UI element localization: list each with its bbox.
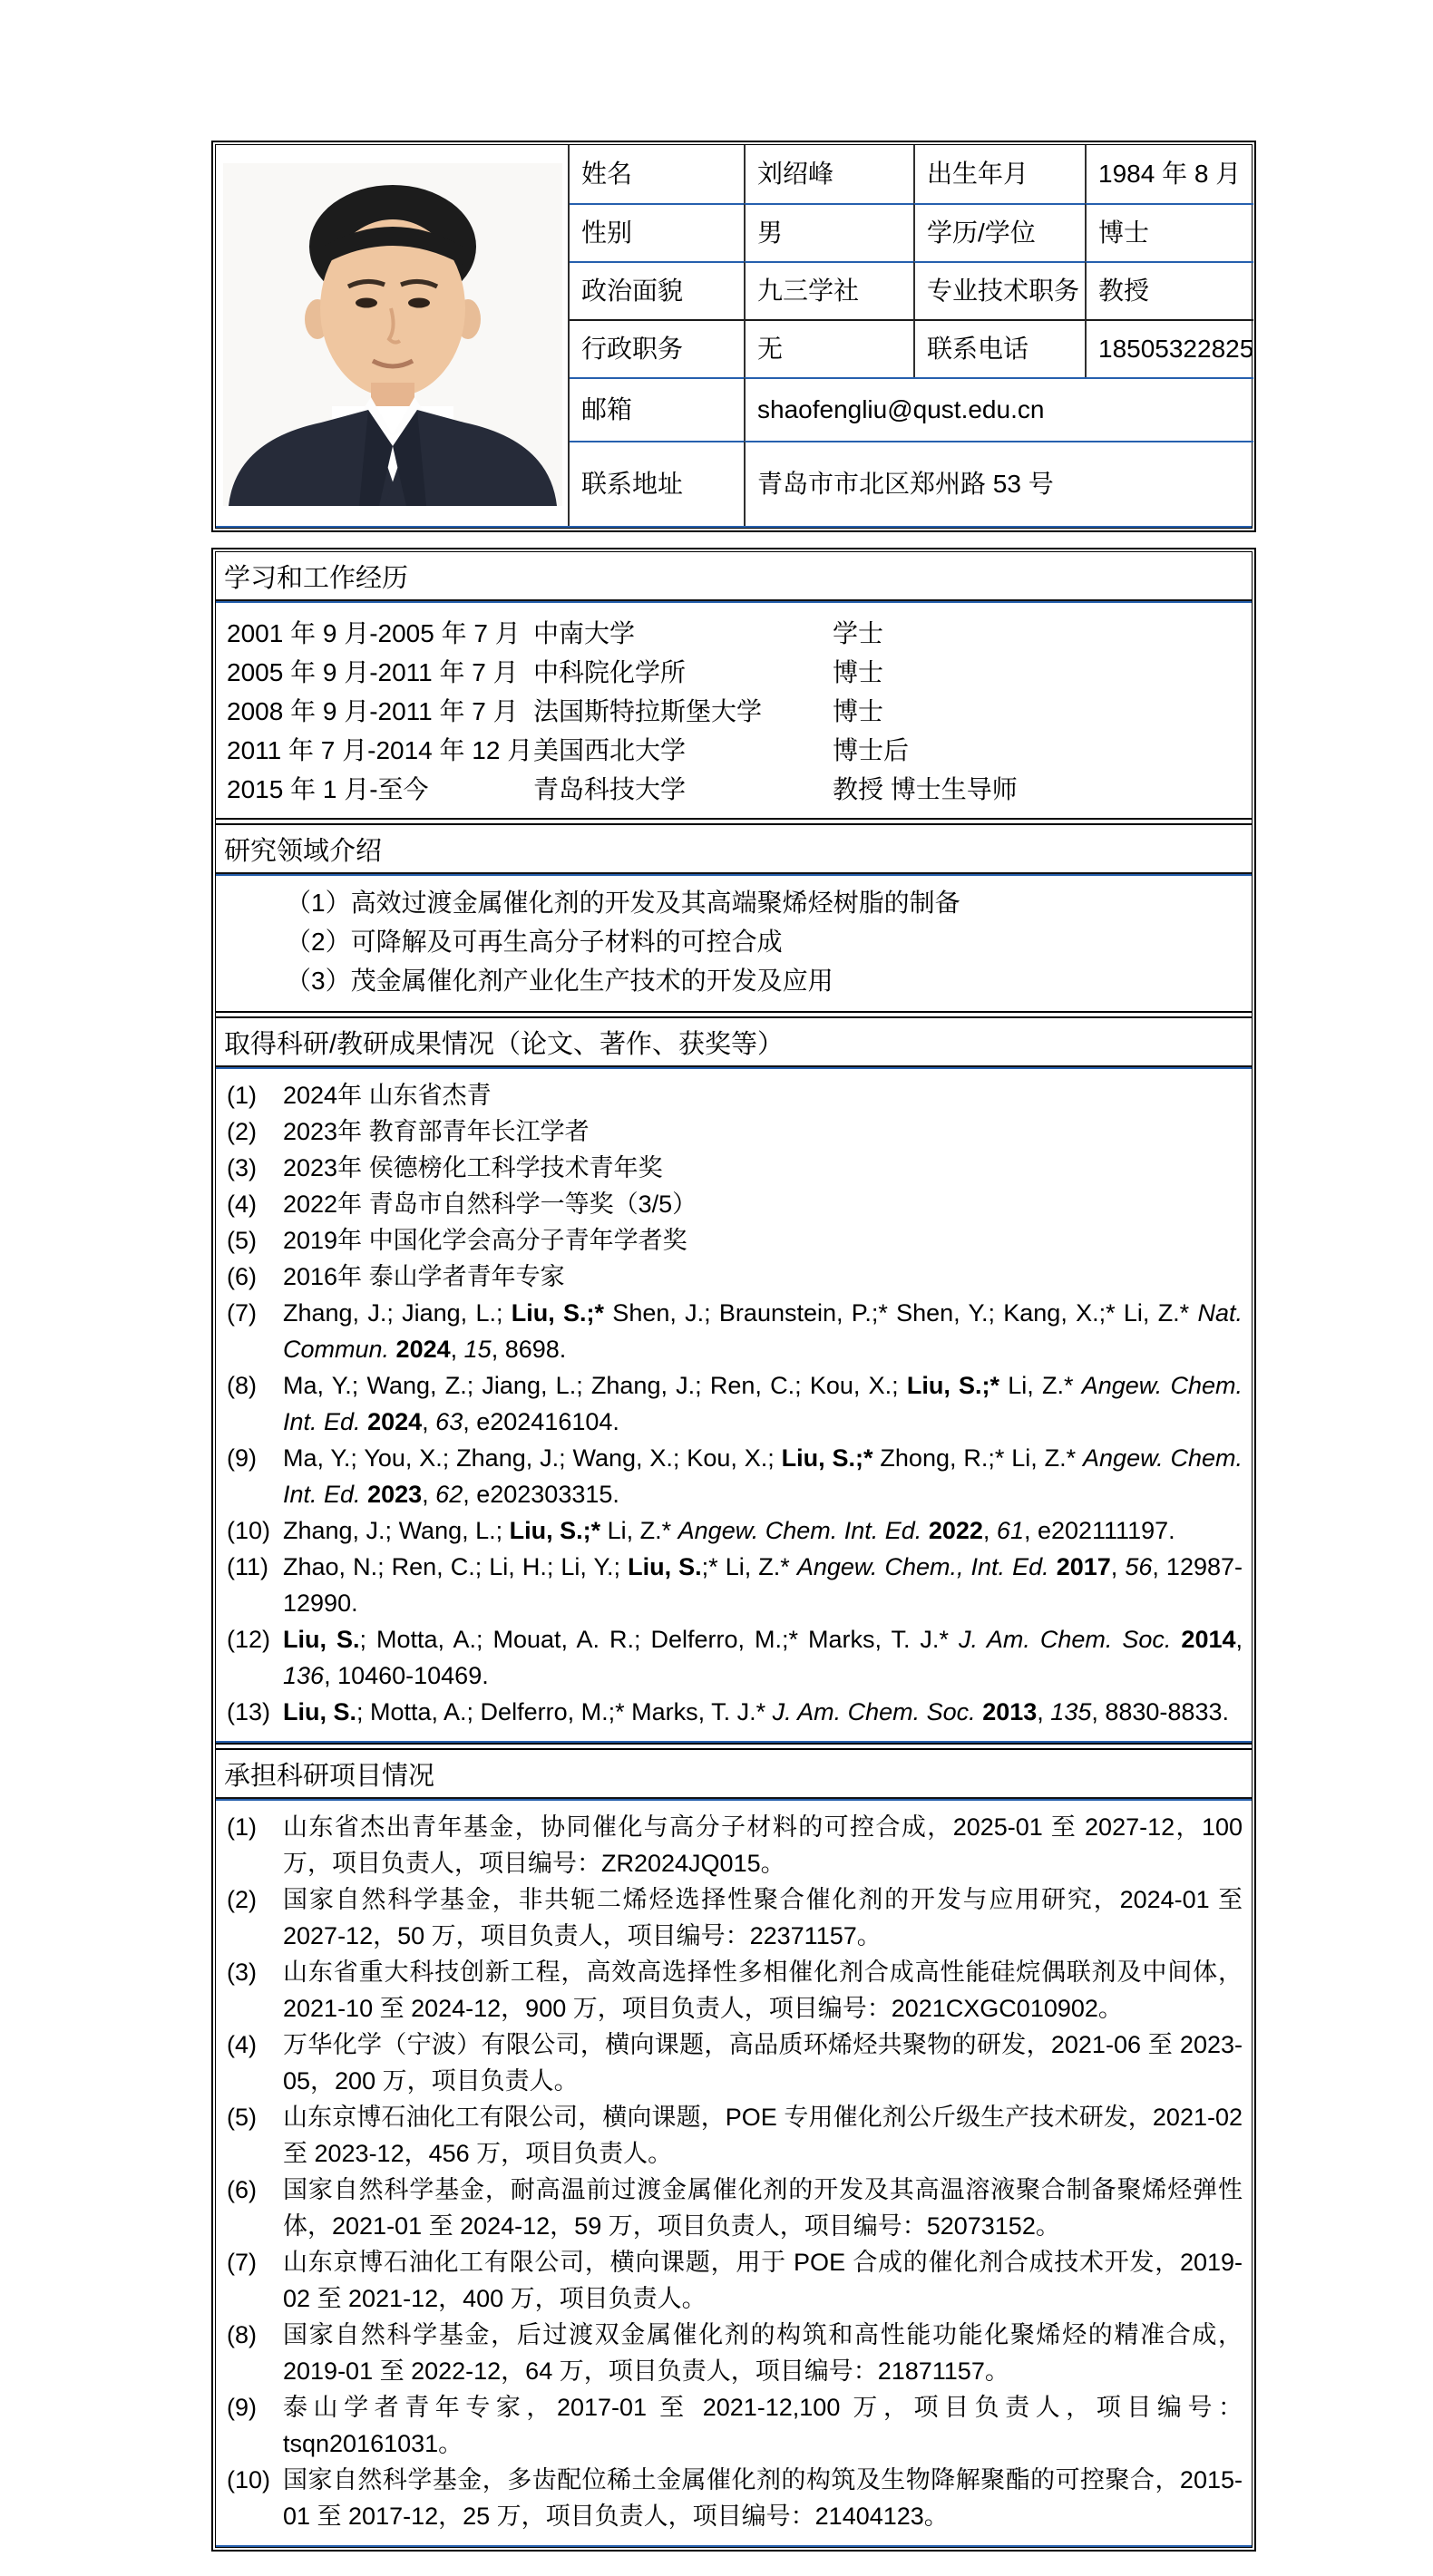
research-item: （2）可降解及可再生高分子材料的可控合成 [286, 928, 783, 956]
photo-cell [216, 145, 568, 526]
item-number: (7) [227, 2249, 257, 2276]
item-text: 2024年 山东省杰青 [283, 1082, 492, 1109]
item-number: (4) [227, 2031, 257, 2058]
sections-box [211, 548, 1256, 2552]
item-number: (3) [227, 1154, 257, 1181]
experience-period: 2015 年 1 月-至今 [227, 774, 429, 803]
achievement-item [227, 1440, 1243, 1512]
cv-document [211, 141, 1256, 2552]
section-divider [216, 818, 1252, 825]
achievement-item [227, 1222, 1243, 1259]
item-number: (9) [227, 2394, 257, 2421]
item-number: (10) [227, 2466, 271, 2493]
section-divider [216, 1011, 1252, 1018]
project-item [227, 2462, 1243, 2534]
item-text: 山东省杰出青年基金，协同催化与高分子材料的可控合成，2025-01 至 2027-12，100 万，项目负责人，项目编号：ZR2024JQ015。 [283, 1813, 1243, 1877]
item-text: Liu, S.; Motta, A.; Mouat, A. R.; Delferro, M.;* Marks, T. J.* J. Am. Chem. Soc. 2014, 136, 10460-10469. [283, 1626, 1243, 1689]
item-number: (9) [227, 1444, 257, 1472]
experience-list [216, 603, 1252, 818]
experience-role: 教授 博士生导师 [833, 774, 1018, 803]
project-item [227, 2172, 1243, 2244]
achievement-item [227, 1186, 1243, 1222]
item-text: 2016年 泰山学者青年专家 [283, 1263, 565, 1290]
experience-org: 中科院化学所 [533, 657, 687, 686]
item-text: Zhang, J.; Wang, L.; Liu, S.;* Li, Z.* Angew. Chem. Int. Ed. 2022, 61, e202111197. [283, 1517, 1175, 1544]
item-number: (5) [227, 1227, 257, 1254]
field-label-title: 专业技术职务 [913, 261, 1085, 319]
achievement-item [227, 1621, 1243, 1694]
section-title-experience: 学习和工作经历 [216, 552, 1252, 601]
item-number: (6) [227, 1263, 257, 1290]
item-text: 国家自然科学基金，耐高温前过渡金属催化剂的开发及其高温溶液聚合制备聚烯烃弹性体，2021-01 至 2024-12，59 万，项目负责人，项目编号：52073152。 [283, 2176, 1243, 2240]
project-item [227, 2317, 1243, 2389]
field-value-degree: 博士 [1085, 203, 1253, 261]
experience-period: 2001 年 9 月-2005 年 7 月 [227, 618, 521, 647]
research-list [216, 876, 1252, 1011]
field-label-gender: 性别 [570, 203, 744, 261]
item-text: 2023年 侯德榜化工科学技术青年奖 [283, 1154, 663, 1181]
experience-row [227, 690, 1252, 729]
project-item [227, 2027, 1243, 2099]
item-number: (8) [227, 1372, 257, 1399]
item-number: (10) [227, 1517, 271, 1544]
field-value-title: 教授 [1085, 261, 1253, 319]
experience-role: 学士 [833, 618, 884, 647]
box2-bottom-accent [216, 2545, 1252, 2547]
experience-row [227, 612, 1252, 651]
experience-period: 2005 年 9 月-2011 年 7 月 [227, 657, 519, 686]
projects-list [216, 1801, 1252, 2545]
experience-role: 博士 [833, 657, 884, 686]
achievements-list [216, 1069, 1252, 1743]
achievement-item [227, 1295, 1243, 1367]
item-text: Zhao, N.; Ren, C.; Li, H.; Li, Y.; Liu, S.;* Li, Z.* Angew. Chem., Int. Ed. 2017, 56, 12987-12990. [283, 1553, 1243, 1617]
project-item [227, 2244, 1243, 2317]
field-value-gender: 男 [744, 203, 913, 261]
project-item [227, 1881, 1243, 1954]
field-label-degree: 学历/学位 [913, 203, 1085, 261]
item-number: (5) [227, 2104, 257, 2131]
experience-org: 青岛科技大学 [533, 774, 687, 803]
section-title-research: 研究领域介绍 [216, 825, 1252, 874]
item-number: (1) [227, 1813, 257, 1841]
item-text: Liu, S.; Motta, A.; Delferro, M.;* Marks, T. J.* J. Am. Chem. Soc. 2013, 135, 8830-8833. [283, 1698, 1229, 1725]
item-number: (11) [227, 1553, 269, 1580]
item-number: (1) [227, 1082, 257, 1109]
profile-photo [223, 163, 562, 506]
item-text: Zhang, J.; Jiang, L.; Liu, S.;* Shen, J.; Braunstein, P.;* Shen, Y.; Kang, X.;* Li, Z.* Nat. Commun. 2024, 15, 8698. [283, 1299, 1243, 1363]
section-divider [216, 1743, 1252, 1750]
section-title-projects: 承担科研项目情况 [216, 1750, 1252, 1799]
research-item: （3）茂金属催化剂产业化生产技术的开发及应用 [286, 967, 833, 995]
item-number: (4) [227, 1191, 257, 1218]
field-label-birth: 出生年月 [913, 145, 1085, 203]
item-text: 山东省重大科技创新工程，高效高选择性多相催化剂合成高性能硅烷偶联剂及中间体，2021-10 至 2024-12，900 万，项目负责人，项目编号：2021CXGC010902。 [283, 1959, 1243, 2022]
field-value-name: 刘绍峰 [744, 145, 913, 203]
field-value-phone: 18505322825 [1085, 319, 1253, 377]
achievement-item [227, 1113, 1243, 1150]
experience-row [227, 729, 1252, 768]
section-title-achievements: 取得科研/教研成果情况（论文、著作、获奖等） [216, 1018, 1252, 1067]
item-number: (2) [227, 1886, 257, 1913]
item-number: (3) [227, 1959, 257, 1986]
item-number: (13) [227, 1698, 271, 1725]
research-item: （1）高效过渡金属催化剂的开发及其高端聚烯烃树脂的制备 [286, 889, 960, 917]
experience-role: 博士 [833, 696, 884, 725]
experience-period: 2011 年 7 月-2014 年 12 月 [227, 735, 533, 764]
field-value-address: 青岛市市北区郑州路 53 号 [744, 441, 1253, 526]
experience-period: 2008 年 9 月-2011 年 7 月 [227, 696, 519, 725]
achievement-item [227, 1077, 1243, 1113]
achievement-item [227, 1367, 1243, 1440]
field-label-name: 姓名 [581, 160, 633, 188]
item-number: (7) [227, 1299, 257, 1327]
field-label-address: 联系地址 [570, 441, 744, 526]
item-number: (8) [227, 2321, 257, 2348]
field-value-email: shaofengliu@qust.edu.cn [744, 377, 1253, 441]
item-text: Ma, Y.; Wang, Z.; Jiang, L.; Zhang, J.; Ren, C.; Kou, X.; Liu, S.;* Li, Z.* Angew. Chem. Int. Ed. 2024, 63, e202416104. [283, 1372, 1243, 1435]
item-text: 山东京博石油化工有限公司，横向课题，用于 POE 合成的催化剂合成技术开发，2019-02 至 2021-12，400 万，项目负责人。 [283, 2249, 1243, 2312]
achievement-item [227, 1694, 1243, 1730]
project-item [227, 1954, 1243, 2027]
item-text: Ma, Y.; You, X.; Zhang, J.; Wang, X.; Kou, X.; Liu, S.;* Zhong, R.;* Li, Z.* Angew. Chem. Int. Ed. 2023, 62, e202303315. [283, 1444, 1243, 1508]
item-text: 山东京博石油化工有限公司，横向课题，POE 专用催化剂公斤级生产技术研发，2021-02 至 2023-12，456 万，项目负责人。 [283, 2104, 1243, 2167]
experience-org: 法国斯特拉斯堡大学 [533, 696, 763, 725]
item-text: 2019年 中国化学会高分子青年学者奖 [283, 1227, 687, 1254]
project-item [227, 1809, 1243, 1881]
item-text: 万华化学（宁波）有限公司，横向课题，高品质环烯烃共聚物的研发，2021-06 至 2023-05，200 万，项目负责人。 [283, 2031, 1243, 2095]
field-label-email: 邮箱 [570, 377, 744, 441]
item-text: 国家自然科学基金，多齿配位稀土金属催化剂的构筑及生物降解聚酯的可控聚合，2015-01 至 2017-12，25 万，项目负责人，项目编号：21404123。 [283, 2466, 1243, 2530]
item-text: 国家自然科学基金，非共轭二烯烃选择性聚合催化剂的开发与应用研究，2024-01 至 2027-12，50 万，项目负责人，项目编号：22371157。 [283, 1886, 1243, 1949]
item-text: 国家自然科学基金，后过渡双金属催化剂的构筑和高性能功能化聚烯烃的精准合成，2019-01 至 2022-12，64 万，项目负责人，项目编号：21871157。 [283, 2321, 1243, 2385]
box1-bottom-accent [216, 526, 1252, 528]
achievement-item [227, 1512, 1243, 1549]
achievement-item [227, 1549, 1243, 1621]
field-label-admin: 行政职务 [570, 319, 744, 377]
project-item [227, 2099, 1243, 2172]
item-number: (2) [227, 1118, 257, 1145]
field-label-political: 政治面貌 [570, 261, 744, 319]
field-value-political: 九三学社 [744, 261, 913, 319]
field-value-birth: 1984 年 8 月 [1085, 145, 1253, 203]
item-text: 2022年 青岛市自然科学一等奖（3/5） [283, 1191, 697, 1218]
experience-role: 博士后 [833, 735, 910, 764]
experience-org: 美国西北大学 [533, 735, 687, 764]
project-item [227, 2389, 1243, 2462]
field-label-phone: 联系电话 [913, 319, 1085, 377]
item-number: (12) [227, 1626, 271, 1653]
achievement-item [227, 1150, 1243, 1186]
experience-row [227, 651, 1252, 690]
achievement-item [227, 1259, 1243, 1295]
profile-box [211, 141, 1256, 532]
item-number: (6) [227, 2176, 257, 2203]
item-text: 2023年 教育部青年长江学者 [283, 1118, 590, 1145]
field-value-admin: 无 [744, 319, 913, 377]
experience-org: 中南大学 [533, 618, 636, 647]
item-text: 泰山学者青年专家，2017-01 至 2021-12,100 万，项目负责人，项目编号：tsqn20161031。 [283, 2394, 1243, 2457]
profile-info-table [568, 145, 1253, 526]
experience-row [227, 768, 1252, 807]
